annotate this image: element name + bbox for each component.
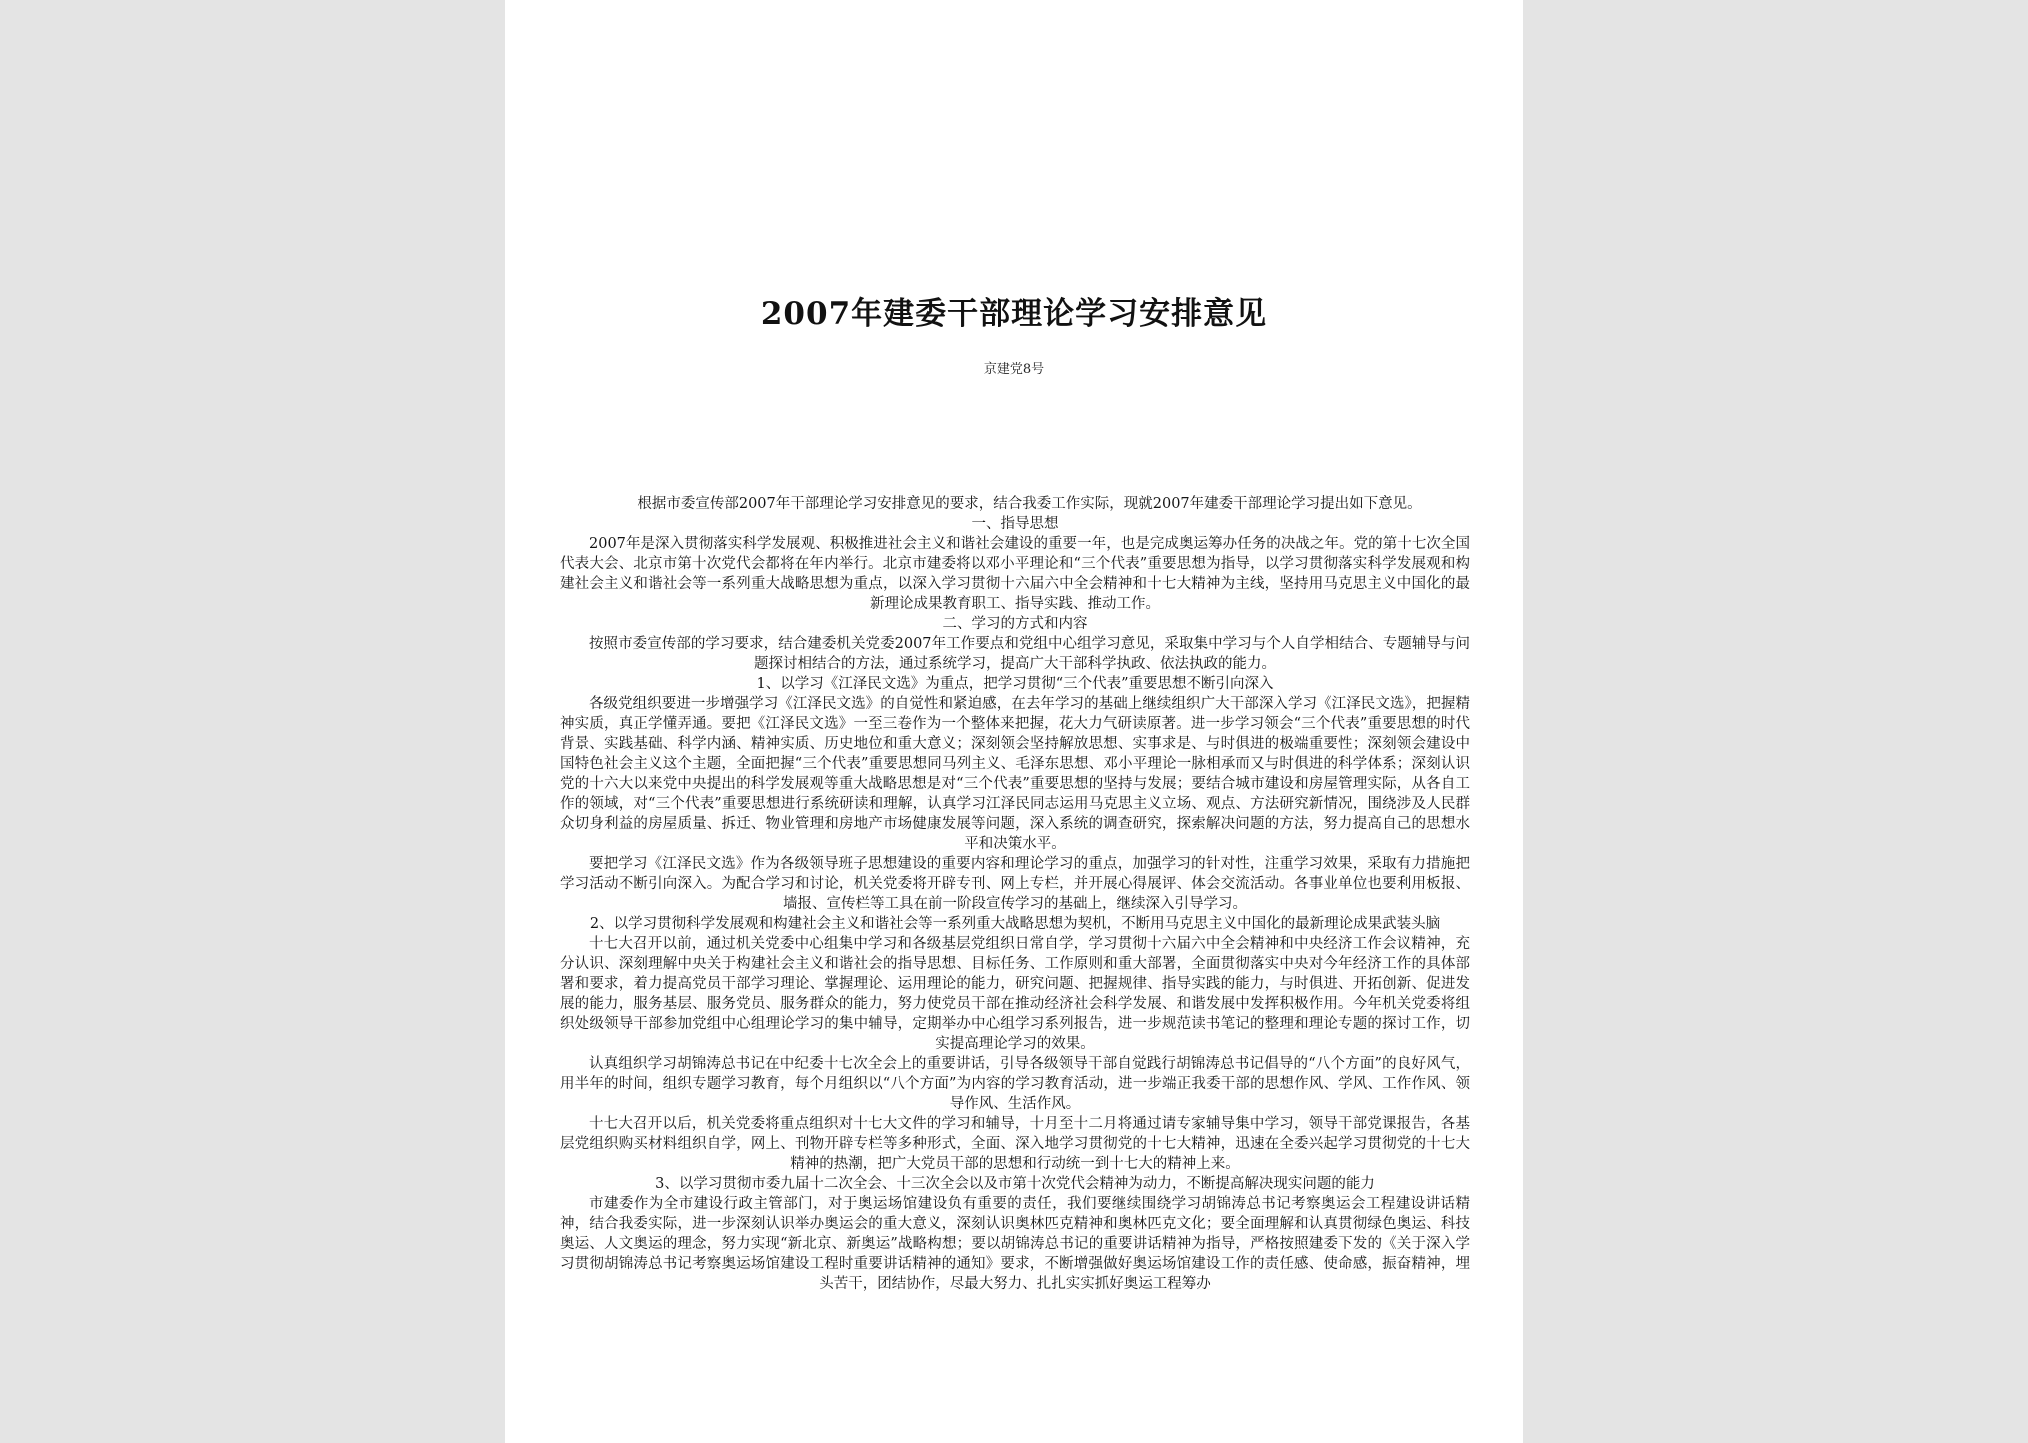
section-heading: 二、学习的方式和内容 <box>942 616 1088 632</box>
paragraph: 各级党组织要进一步增强学习《江泽民文选》的自觉性和紧迫感，在去年学习的基础上继续组织广大干部深入学习《江泽民文选》，把握精神实质，真正学懂弄通。要把《江泽民文选》一至三卷作为一个整体来把握，花大力气研读原著。进一步学习领会“三个代表”重要思想的时代背景、实践基础、科学内涵、精神实质、历史地位和重大意义；深刻领会坚持解放思想、实事求是、与时俱进的极端重要性；深刻领会建设中国特色社会主义这个主题，全面把握“三个代表”重要思想同马列主义、毛泽东思想、邓小平理论一脉相承而又与时俱进的科学体系；深刻认识党的十六大以来党中央提出的科学发展观等重大战略思想是对“三个代表”重要思想的坚持与发展；要结合城市建设和房屋管理实际，从各自工作的领域，对“三个代表”重要思想进行系统研读和理解，认真学习江泽民同志运用马克思主义立场、观点、方法研究新情况，围绕涉及人民群众切身利益的房屋质量、拆迁、物业管理和房地产市场健康发展等问题，深入系统的调查研究，探索解决问题的方法，努力提高自己的思想水平和决策水平。 <box>560 696 1470 852</box>
paragraph: 按照市委宣传部的学习要求，结合建委机关党委2007年工作要点和党组中心组学习意见，采取集中学习与个人自学相结合、专题辅导与问题探讨相结合的方法，通过系统学习，提高广大干部科学执政、依法执政的能力。 <box>589 636 1470 672</box>
paragraph: 要把学习《江泽民文选》作为各级领导班子思想建设的重要内容和理论学习的重点，加强学习的针对性，注重学习效果，采取有力措施把学习活动不断引向深入。为配合学习和讨论，机关党委将开辟专刊、网上专栏，并开展心得展评、体会交流活动。各事业单位也要利用板报、墙报、宣传栏等工具在前一阶段宣传学习的基础上，继续深入引导学习。 <box>560 856 1470 912</box>
section-heading: 一、指导思想 <box>971 516 1059 532</box>
document-number: 京建党8号 <box>983 362 1045 377</box>
section-heading: 3、以学习贯彻市委九届十二次全会、十三次全会以及市第十次党代会精神为动力，不断提高解决现实问题的能力 <box>655 1176 1375 1192</box>
document-body <box>560 494 1470 1294</box>
paragraph: 认真组织学习胡锦涛总书记在中纪委十七次全会上的重要讲话，引导各级领导干部自觉践行胡锦涛总书记倡导的“八个方面”的良好风气，用半年的时间，组织专题学习教育，每个月组织以“八个方面”为内容的学习教育活动，进一步端正我委干部的思想作风、学风、工作作风、领导作风、生活作风。 <box>560 1056 1470 1112</box>
paragraph: 十七大召开以前，通过机关党委中心组集中学习和各级基层党组织日常自学，学习贯彻十六届六中全会精神和中央经济工作会议精神，充分认识、深刻理解中央关于构建社会主义和谐社会的指导思想、目标任务、工作原则和重大部署，全面贯彻落实中央对今年经济工作的具体部署和要求，着力提高党员干部学习理论、掌握理论、运用理论的能力，研究问题、把握规律、指导实践的能力，与时俱进、开拓创新、促进发展的能力，服务基层、服务党员、服务群众的能力，努力使党员干部在推动经济社会科学发展、和谐发展中发挥积极作用。今年机关党委将组织处级领导干部参加党组中心组理论学习的集中辅导，定期举办中心组学习系列报告，进一步规范读书笔记的整理和理论专题的探讨工作，切实提高理论学习的效果。 <box>560 936 1470 1052</box>
section-heading: 1、以学习《江泽民文选》为重点，把学习贯彻“三个代表”重要思想不断引向深入 <box>756 676 1274 692</box>
paragraph: 2007年是深入贯彻落实科学发展观、积极推进社会主义和谐社会建设的重要一年，也是完成奥运筹办任务的决战之年。党的第十七次全国代表大会、北京市第十次党代会都将在年内举行。北京市建委将以邓小平理论和“三个代表”重要思想为指导，以学习贯彻落实科学发展观和构建社会主义和谐社会等一系列重大战略思想为重点，以深入学习贯彻十六届六中全会精神和十七大精神为主线，坚持用马克思主义中国化的最新理论成果教育职工、指导实践、推动工作。 <box>560 536 1470 612</box>
paragraph: 十七大召开以后，机关党委将重点组织对十七大文件的学习和辅导，十月至十二月将通过请专家辅导集中学习，领导干部党课报告，各基层党组织购买材料组织自学，网上、刊物开辟专栏等多种形式，全面、深入地学习贯彻党的十七大精神，迅速在全委兴起学习贯彻党的十七大精神的热潮，把广大党员干部的思想和行动统一到十七大的精神上来。 <box>560 1116 1470 1172</box>
section-heading: 2、以学习贯彻科学发展观和构建社会主义和谐社会等一系列重大战略思想为契机，不断用马克思主义中国化的最新理论成果武装头脑 <box>589 916 1441 932</box>
paragraph: 根据市委宣传部2007年干部理论学习安排意见的要求，结合我委工作实际，现就2007年建委干部理论学习提出如下意见。 <box>637 496 1422 512</box>
document-page <box>505 0 1523 1443</box>
paragraph: 市建委作为全市建设行政主管部门，对于奥运场馆建设负有重要的责任，我们要继续围绕学习胡锦涛总书记考察奥运会工程建设讲话精神，结合我委实际，进一步深刻认识举办奥运会的重大意义，深刻认识奥林匹克精神和奥林匹克文化；要全面理解和认真贯彻绿色奥运、科技奥运、人文奥运的理念，努力实现“新北京、新奥运”战略构想；要以胡锦涛总书记的重要讲话精神为指导，严格按照建委下发的《关于深入学习贯彻胡锦涛总书记考察奥运场馆建设工程时重要讲话精神的通知》要求，不断增强做好奥运场馆建设工作的责任感、使命感，振奋精神，埋头苦干，团结协作，尽最大努力、扎扎实实抓好奥运工程筹办 <box>560 1196 1470 1292</box>
document-title: 2007年建委干部理论学习安排意见 <box>760 296 1268 332</box>
